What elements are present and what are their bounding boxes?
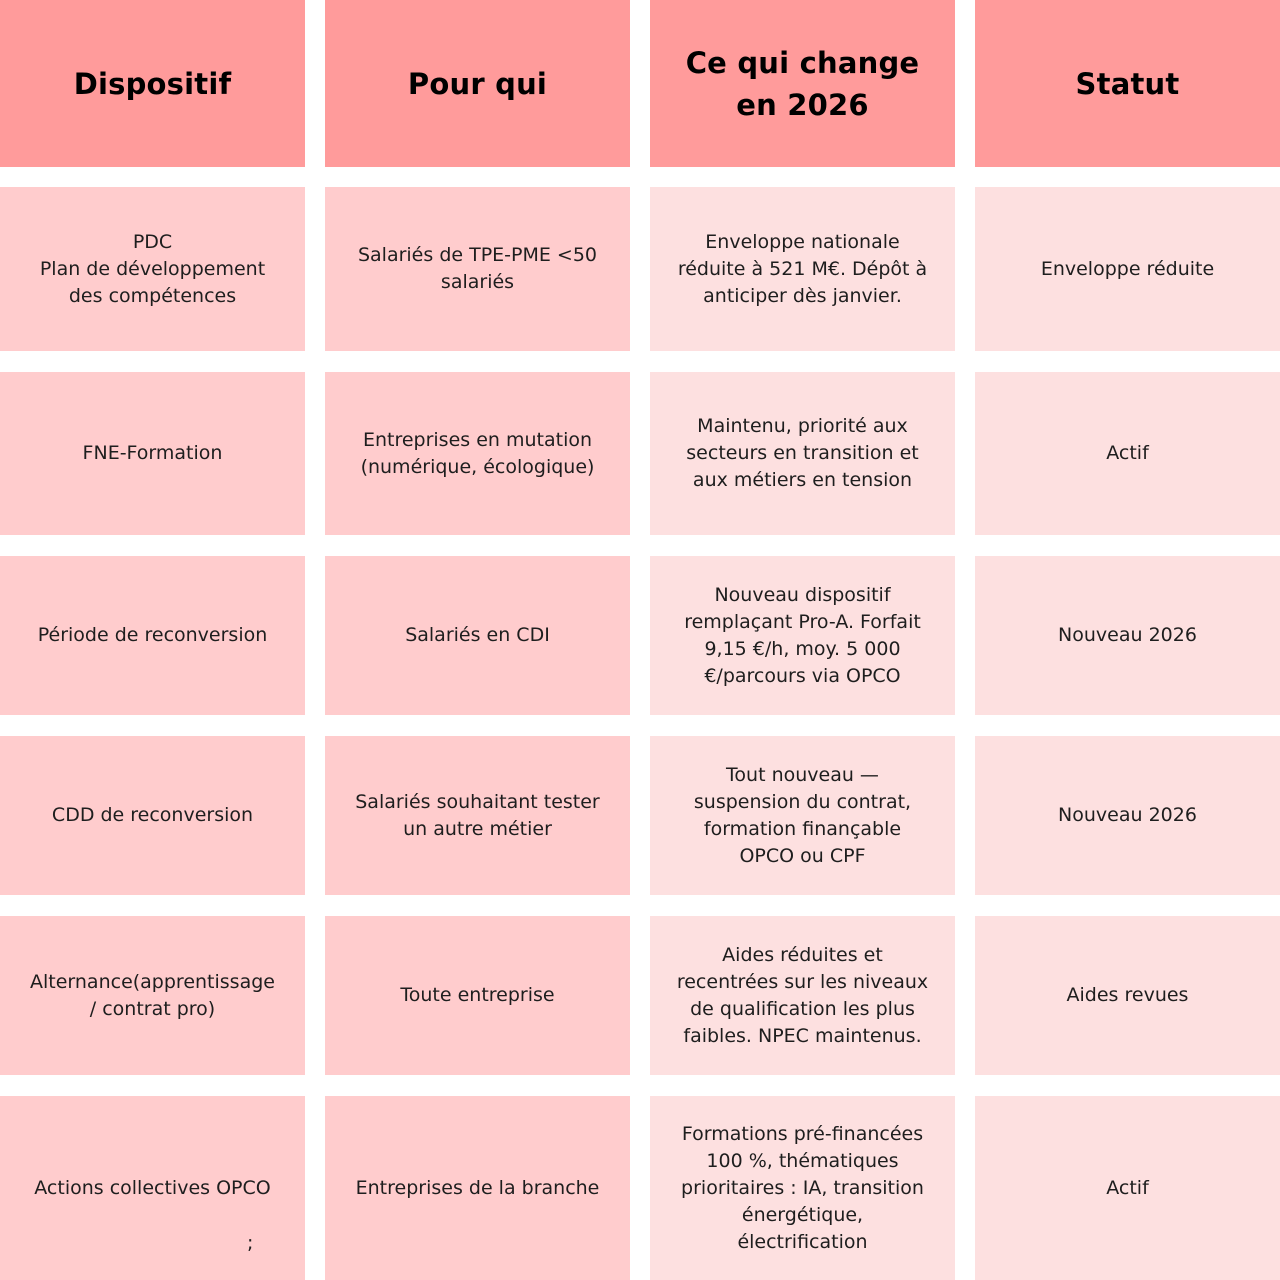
cell-dispositif: Actions collectives OPCO [34,1176,271,1199]
table-row-5-dispositif [0,916,305,1075]
table-row-3-change [650,556,955,715]
cell-change: Aides réduites et recentrées sur les niveaux de qualification les plus faibles. NPEC maintenus. [676,943,929,1047]
table-row-1-dispositif [0,187,305,351]
table-row-4-statut [975,736,1280,895]
header-ce-qui-change-label: Ce qui change en 2026 [685,45,920,122]
table-row-4-dispositif [0,736,305,895]
table-row-4-pour-qui [325,736,630,895]
cell-change: Formations pré-financées 100 %, thématiques prioritaires : IA, transition énergétique, électrification [681,1122,924,1253]
cell-statut: Nouveau 2026 [1058,804,1197,826]
cell-change: Tout nouveau — suspension du contrat, formation finançable OPCO ou CPF [693,763,912,867]
cell-dispositif: CDD de reconversion [51,804,254,826]
cell-dispositif: PDC Plan de développement des compétences [39,230,266,307]
table-row-5-change [650,916,955,1075]
table-row-2-change [650,372,955,535]
table-row-4-change [650,736,955,895]
cell-statut: Nouveau 2026 [1058,624,1197,646]
header-ce-qui-change [650,0,955,167]
header-pour-qui [325,0,630,167]
cell-change: Enveloppe nationale réduite à 521 M€. Dépôt à anticiper dès janvier. [677,230,928,307]
cell-pour-qui: Toute entreprise [400,984,555,1006]
table-row-1-pour-qui [325,187,630,351]
cell-pour-qui: Entreprises de la branche [355,1176,600,1199]
table-row-5-statut [975,916,1280,1075]
table-row-6-pour-qui [325,1096,630,1280]
stray-semicolon: ; [247,1232,254,1254]
table-row-1-statut [975,187,1280,351]
cell-statut: Actif [1106,442,1149,464]
cell-dispositif: FNE-Formation [82,442,223,464]
cell-statut: Actif [1106,1176,1149,1199]
cell-change: Nouveau dispositif remplaçant Pro-A. Forfait 9,15 €/h, moy. 5 000 €/parcours via OPCO [684,583,921,687]
cell-statut: Enveloppe réduite [1040,257,1215,280]
cell-pour-qui: Salariés de TPE-PME <50 salariés [357,244,598,293]
header-dispositif-label: Dispositif [73,66,232,101]
table-row-3-pour-qui [325,556,630,715]
cell-statut: Aides revues [1066,984,1189,1006]
table-row-3-dispositif [0,556,305,715]
header-statut-label: Statut [1075,66,1180,101]
table-row-6-change [650,1096,955,1280]
table-row-6-statut [975,1096,1280,1280]
cell-pour-qui: Entreprises en mutation (numérique, écologique) [360,428,595,478]
table-row-2-pour-qui [325,372,630,535]
table-row-3-statut [975,556,1280,715]
header-pour-qui-label: Pour qui [407,66,548,101]
cell-pour-qui: Salariés en CDI [405,624,550,646]
table-row-1-change [650,187,955,351]
header-statut [975,0,1280,167]
header-dispositif [0,0,305,167]
table-row-5-pour-qui [325,916,630,1075]
cell-pour-qui: Salariés souhaitant tester un autre métier [355,790,600,840]
table-row-6-dispositif [0,1096,305,1280]
cell-change: Maintenu, priorité aux secteurs en transition et aux métiers en tension [686,415,919,491]
cell-dispositif: Période de reconversion [37,624,268,646]
cell-dispositif: Alternance(apprentissage / contrat pro) [30,970,275,1020]
table-row-2-dispositif [0,372,305,535]
table-row-2-statut [975,372,1280,535]
